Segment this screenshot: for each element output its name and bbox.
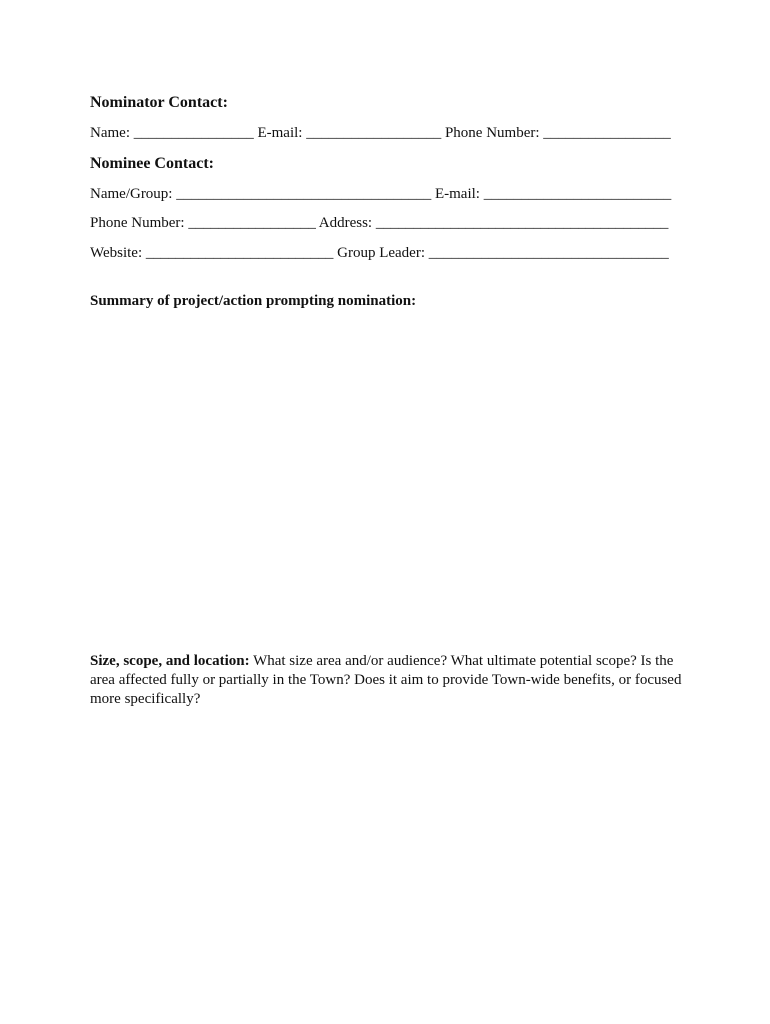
nominator-contact-fields[interactable]: Name: ________________ E-mail: __________________ Phone Number: _________________ (90, 125, 671, 141)
size-scope-location-text: What size area and/or audience? What ultimate potential scope? Is the area affected fully or partially in the Town? Does it aim to provide Town-wide benefits, or focused more specifically? (90, 653, 682, 707)
size-scope-location-label: Size, scope, and location: (90, 653, 250, 669)
nominee-contact-heading: Nominee Contact: (90, 155, 214, 172)
nominee-phone-address-fields[interactable]: Phone Number: _________________ Address: _______________________________________ (90, 215, 669, 231)
size-scope-location-paragraph (90, 652, 690, 709)
nominee-website-leader-fields[interactable]: Website: _________________________ Group Leader: ________________________________ (90, 245, 669, 261)
nominee-name-email-fields[interactable]: Name/Group: __________________________________ E-mail: _________________________ (90, 186, 672, 202)
summary-heading: Summary of project/action prompting nomination: (90, 293, 417, 309)
nominator-contact-heading: Nominator Contact: (90, 94, 228, 111)
